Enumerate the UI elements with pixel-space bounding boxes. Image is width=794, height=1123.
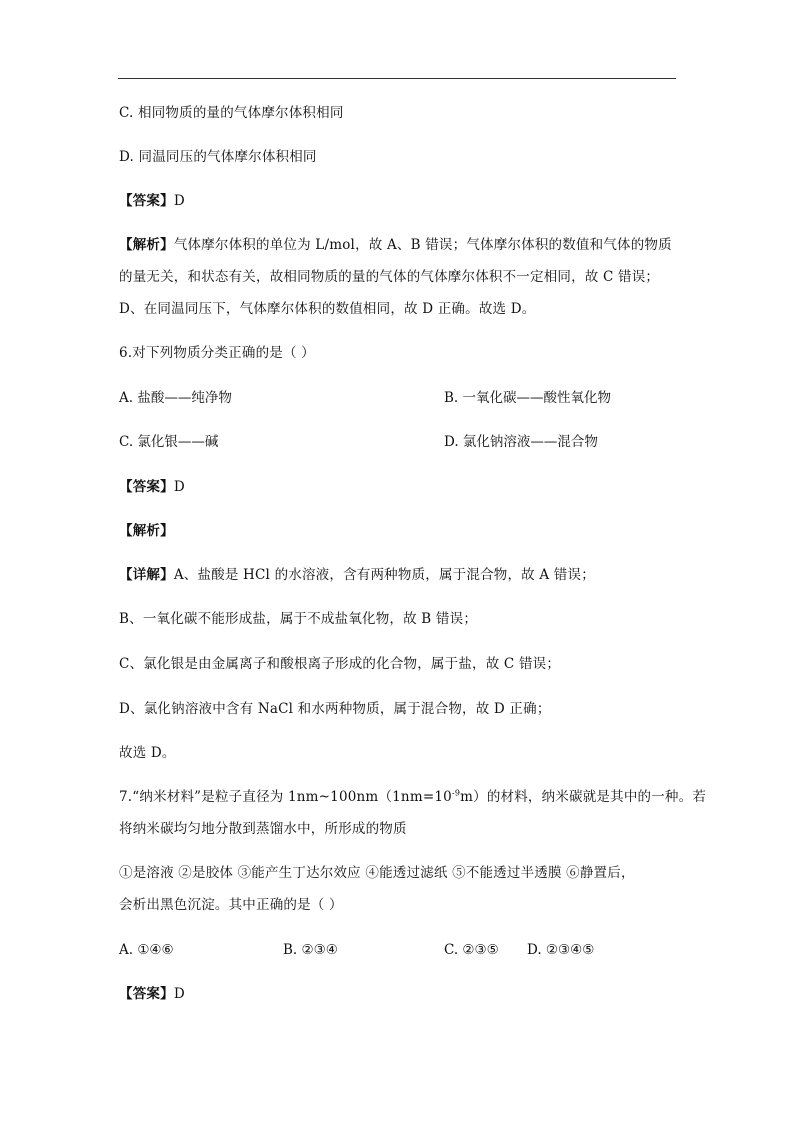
q6-detail-line-4: D、氯化钠溶液中含有 NaCl 和水两种物质，属于混合物，故 D 正确； [119, 701, 551, 717]
q7-option-d: D. ②③④⑤ [527, 942, 595, 958]
q5-analysis-line-1 [119, 236, 672, 254]
q6-analysis-label: 【解析】 [119, 523, 174, 539]
q5-analysis-line-2: 的量无关，和状态有关，故相同物质的量的气体的气体摩尔体积不一定相同，故 C 错误； [119, 269, 660, 285]
q7-option-b: B. ②③④ [283, 942, 338, 958]
answer-label: 【答案】 [119, 193, 174, 209]
analysis-text: 气体摩尔体积的单位为 L/mol，故 A、B 错误；气体摩尔体积的数值和气体的物质 [173, 237, 672, 253]
q7-props-line-2: 会析出黑色沉淀。其中正确的是（ ） [119, 897, 343, 913]
q6-option-a: A. 盐酸——纯净物 [119, 390, 232, 406]
q5-option-c: C. 相同物质的量的气体摩尔体积相同 [119, 105, 344, 121]
answer-value: D [173, 193, 185, 209]
q7-option-a: A. ①④⑥ [119, 942, 174, 958]
q7-stem-line-1 [119, 788, 706, 806]
q5-answer [119, 192, 185, 210]
q6-option-d: D. 氯化钠溶液——混合物 [444, 434, 598, 450]
detail-label: 【详解】 [119, 567, 174, 583]
answer-value: D [173, 479, 185, 495]
q6-answer [119, 478, 185, 496]
answer-value: D [173, 986, 185, 1002]
q6-detail-line-3: C、氯化银是由金属离子和酸根离子形成的化合物，属于盐，故 C 错误； [119, 656, 561, 672]
q6-detail-line-1 [119, 566, 595, 584]
q6-stem: 6.对下列物质分类正确的是（ ） [119, 345, 315, 361]
analysis-label: 【解析】 [119, 237, 174, 253]
q6-detail-line-2: B、一氧化碳不能形成盐，属于不成盐氧化物，故 B 错误； [119, 611, 478, 627]
q7-props-line-1: ①是溶液 ②是胶体 ③能产生丁达尔效应 ④能透过滤纸 ⑤不能透过半透膜 ⑥静置后， [119, 865, 635, 881]
q7-answer [119, 985, 185, 1003]
q6-detail-line-5: 故选 D。 [119, 745, 176, 761]
q7-stem-exponent: -9 [451, 788, 461, 798]
q7-stem-part-a: 7.“纳米材料”是粒子直径为 1nm~100nm（1nm=10 [119, 789, 452, 805]
answer-label: 【答案】 [119, 986, 174, 1002]
detail-text: A、盐酸是 HCl 的水溶液，含有两种物质，属于混合物，故 A 错误； [173, 567, 595, 583]
q7-stem-line-2: 将纳米碳均匀地分散到蒸馏水中，所形成的物质 [119, 821, 407, 837]
q6-option-c: C. 氯化银——碱 [119, 434, 219, 450]
header-rule [118, 78, 676, 79]
q5-option-d: D. 同温同压的气体摩尔体积相同 [119, 149, 317, 165]
q6-option-b: B. 一氧化碳——酸性氧化物 [444, 390, 612, 406]
q5-analysis-line-3: D、在同温同压下，气体摩尔体积的数值相同，故 D 正确。故选 D。 [119, 301, 536, 317]
answer-label: 【答案】 [119, 479, 174, 495]
q7-stem-part-b: m）的材料，纳米碳就是其中的一种。若 [460, 789, 707, 805]
q7-option-c: C. ②③⑤ [444, 942, 499, 958]
